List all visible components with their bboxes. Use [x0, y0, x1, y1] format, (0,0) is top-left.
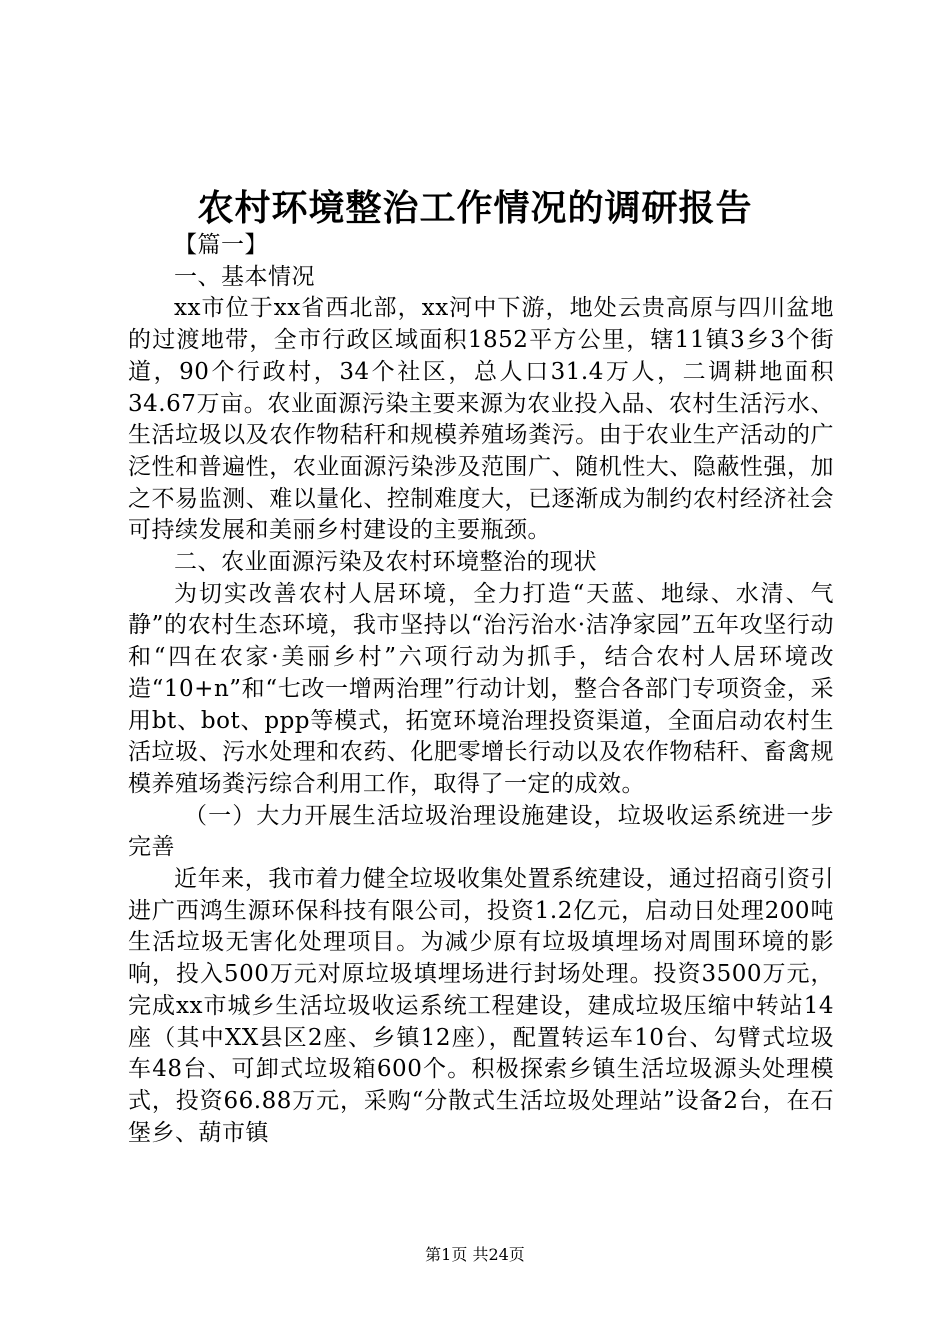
- paragraph-garbage-treatment: 近年来，我市着力健全垃圾收集处置系统建设，通过招商引资引进广西鸿生源环保科技有限公司，投资1.2亿元，启动日处理200吨生活垃圾无害化处理项目。为减少原有垃圾填埋场对周围环境的影响，投入500万元对原垃圾填埋场进行封场处理。投资3500万元，完成xx市城乡生活垃圾收运系统工程建设，建成垃圾压缩中转站14座（其中XX县区2座、乡镇12座），配置转运车10台、勾臂式垃圾车48台、可卸式垃圾箱600个。积极探索乡镇生活垃圾源头处理模式，投资66.88万元，采购“分散式生活垃圾处理站”设备2台，在石堡乡、葫市镇: [128, 866, 834, 1146]
- heading-basic-situation: 一、基本情况: [174, 263, 315, 290]
- section-marker: 【篇一】: [174, 232, 268, 258]
- paragraph-basic-situation: xx市位于xx省西北部，xx河中下游，地处云贵高原与四川盆地的过渡地带，全市行政区域面积1852平方公里，辖11镇3乡3个街道，90个行政村，34个社区，总人口31.4万人，二调耕地面积34.67万亩。农业面源污染主要来源为农业投入品、农村生活污水、生活垃圾以及农作物秸秆和规模养殖场粪污。由于农业生产活动的广泛性和普遍性，农业面源污染涉及范围广、随机性大、隐蔽性强，加之不易监测、难以量化、控制难度大，已逐渐成为制约农村经济社会可持续发展和美丽乡村建设的主要瓶颈。: [128, 295, 834, 544]
- document-title: 农村环境整治工作情况的调研报告: [197, 187, 753, 229]
- paragraph-current-status: 为切实改善农村人居环境，全力打造“天蓝、地绿、水清、气静”的农村生态环境，我市坚持以“治污治水·洁净家园”五年攻坚行动和“四在农家·美丽乡村”六项行动为抓手，结合农村人居环境改造“10+n”和“七改一增两治理”行动计划，整合各部门专项资金，采用bt、bot、ppp等模式，拓宽环境治理投资渠道，全面启动农村生活垃圾、污水处理和农药、化肥零增长行动以及农作物秸秆、畜禽规模养殖场粪污综合利用工作，取得了一定的成效。: [128, 580, 834, 797]
- page-footer: 第1页 共24页: [425, 1245, 525, 1264]
- subheading-garbage-treatment: （一）大力开展生活垃圾治理设施建设，垃圾收运系统进一步完善: [128, 802, 834, 861]
- heading-current-status: 二、农业面源污染及农村环境整治的现状: [174, 549, 597, 576]
- document-body: [128, 230, 834, 1149]
